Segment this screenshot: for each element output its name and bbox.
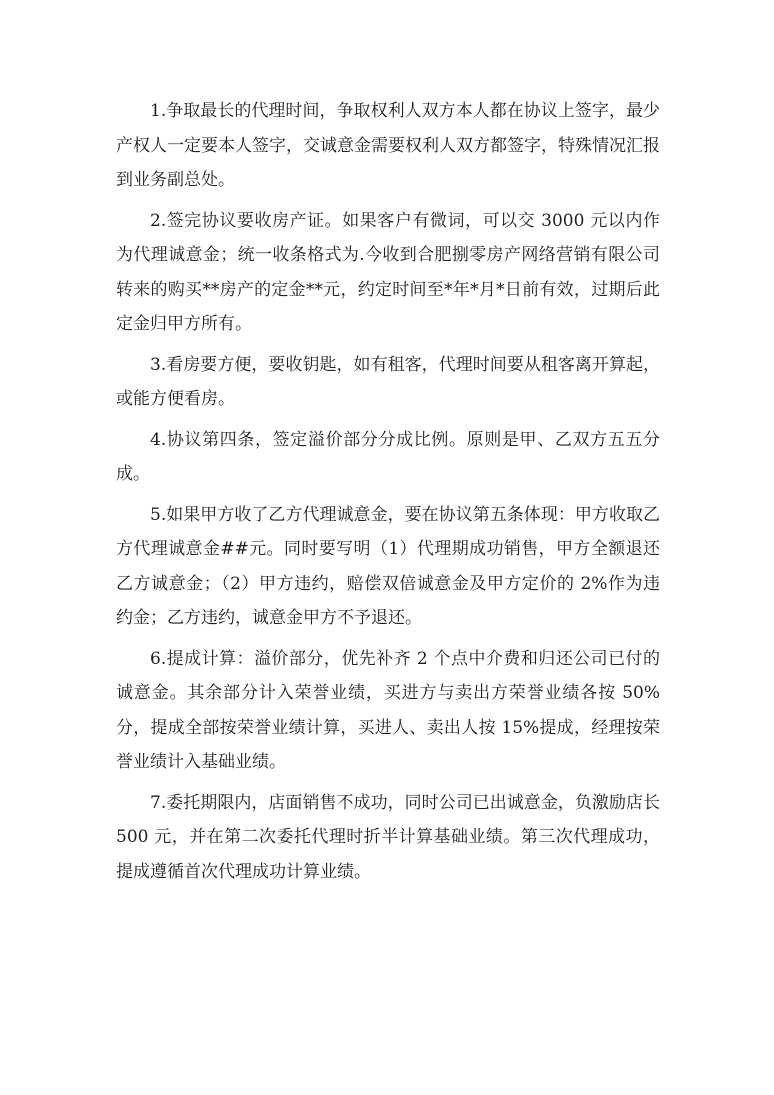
document-body bbox=[116, 94, 660, 895]
paragraph-2: 2.签完协议要收房产证。如果客户有微词，可以交 3000 元以内作为代理诚意金；统一收条格式为.今收到合肥捌零房产网络营销有限公司转来的购买**房产的定金**元，约定时间至*年*月*日前有效，过期后此定金归甲方所有。 bbox=[116, 210, 660, 334]
paragraph-5: 5.如果甲方收了乙方代理诚意金，要在协议第五条体现：甲方收取乙方代理诚意金##元。同时要写明（1）代理期成功销售，甲方全额退还乙方诚意金；（2）甲方违约，赔偿双倍诚意金及甲方定价的 2%作为违约金；乙方违约，诚意金甲方不予退还。 bbox=[116, 504, 660, 628]
paragraph-3: 3.看房要方便，要收钥匙，如有租客，代理时间要从租客离开算起，或能方便看房。 bbox=[116, 354, 660, 409]
paragraph-7: 7.委托期限内，店面销售不成功，同时公司已出诚意金，负激励店长 500 元，并在第二次委托代理时折半计算基础业绩。第三次代理成功，提成遵循首次代理成功计算业绩。 bbox=[116, 792, 660, 882]
paragraph-1: 1.争取最长的代理时间，争取权利人双方本人都在协议上签字，最少产权人一定要本人签字，交诚意金需要权利人双方都签字，特殊情况汇报到业务副总处。 bbox=[116, 101, 660, 190]
paragraph-6: 6.提成计算：溢价部分，优先补齐 2 个点中介费和归还公司已付的诚意金。其余部分计入荣誉业绩，买进方与卖出方荣誉业绩各按 50%分，提成全部按荣誉业绩计算，买进人、卖出人按 15%提成，经理按荣誉业绩计入基础业绩。 bbox=[116, 648, 660, 772]
paragraph-4: 4.协议第四条，签定溢价部分分成比例。原则是甲、乙双方五五分成。 bbox=[116, 429, 660, 484]
